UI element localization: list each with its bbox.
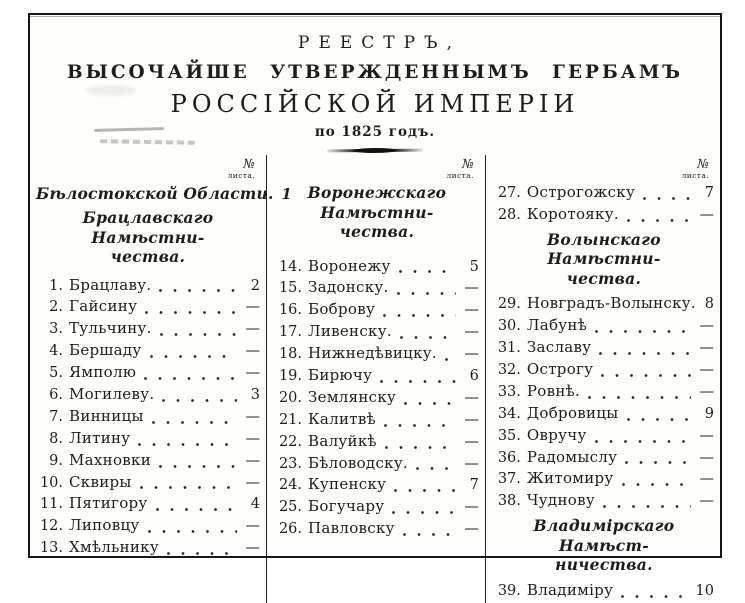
sheet-number: — (464, 433, 479, 450)
item-number: 35. (497, 427, 521, 444)
section-header-text: Бѣлостокской Области. (36, 184, 274, 203)
sheet-label: листа. (446, 170, 474, 180)
list-item (494, 469, 714, 491)
section-header-line: Брацлавскаго Намѣстни- (82, 208, 214, 247)
list-item (36, 494, 260, 516)
list-item (275, 519, 479, 541)
sheet-number-header (275, 158, 479, 179)
sheet-number: — (464, 411, 479, 428)
item-city: Гайсину (69, 297, 138, 316)
item-number: 36. (497, 449, 521, 466)
item-number: 21. (278, 411, 302, 428)
leader-dots (137, 297, 242, 319)
sheet-number: 10 (695, 582, 714, 599)
item-number: 6. (49, 386, 63, 403)
sheet-number: — (699, 383, 714, 400)
item-city: Калитвѣ (308, 409, 376, 428)
leader-dots (617, 448, 696, 470)
list-item (494, 338, 714, 360)
leader-dots (148, 494, 242, 516)
sheet-number: 7 (704, 185, 714, 201)
item-number: 34. (497, 405, 521, 422)
sheet-number-header (36, 158, 260, 179)
leader-dots (386, 475, 461, 497)
list-item (494, 382, 714, 404)
list-item (275, 366, 479, 388)
section-header (36, 208, 260, 267)
list-item (494, 581, 714, 603)
sheet-number: — (464, 302, 479, 319)
sheet-number: — (245, 540, 260, 557)
empire-title: РОССІЙСКОЙ ИМПЕРІИ (170, 90, 580, 118)
leader-dots (136, 363, 242, 385)
item-number: 20. (278, 389, 302, 406)
list-item (275, 410, 479, 432)
sheet-number: — (699, 449, 714, 466)
item-number: 15. (278, 280, 302, 297)
item-city: Радомыслу (526, 447, 618, 466)
sheet-number: — (245, 321, 260, 338)
list-item (494, 183, 714, 205)
item-number: 31. (497, 340, 521, 357)
item-city: Задонску. (308, 278, 389, 297)
register-column-middle (266, 155, 485, 603)
sheet-label: листа. (227, 170, 255, 180)
sheet-label: листа. (681, 170, 709, 180)
sheet-number: 2 (250, 277, 260, 294)
item-city: Винницы (69, 406, 144, 425)
leader-dots (130, 429, 242, 451)
leader-dots (389, 278, 461, 300)
section-header (494, 516, 714, 575)
item-number: 24. (278, 477, 302, 494)
sheet-number: — (245, 408, 260, 425)
register-columns (30, 155, 720, 603)
section-header (36, 183, 292, 205)
numero-sign: № (697, 156, 709, 171)
item-city: Землянску (308, 387, 397, 406)
item-number: 33. (497, 383, 521, 400)
sheet-number: — (699, 340, 714, 357)
list-item (36, 407, 260, 429)
section-header-line: чества. (566, 268, 642, 288)
item-city: Валуйкѣ (308, 431, 377, 450)
list-item (494, 205, 714, 227)
sheet-number: — (464, 346, 479, 363)
list-item (275, 322, 479, 344)
sheet-number: 8 (704, 296, 714, 313)
leader-dots (377, 432, 461, 454)
leader-dots (587, 426, 696, 448)
leader-dots (372, 366, 461, 388)
section-header (494, 230, 714, 289)
item-city: Богучару (308, 497, 385, 516)
list-item (36, 297, 260, 319)
list-item (36, 473, 260, 495)
item-number: 8. (49, 430, 63, 447)
item-number: 18. (278, 346, 302, 363)
leader-dots (151, 451, 242, 473)
list-item (36, 319, 260, 341)
item-number: 5. (49, 365, 63, 382)
item-number: 25. (278, 499, 302, 516)
item-city: Добровицы (526, 403, 619, 422)
register-subtitle: ВЫСОЧАЙШЕ УТВЕРЖДЕННЫМЪ ГЕРБАМЪ (66, 62, 684, 83)
item-city: Коротояку. (526, 204, 619, 223)
item-city: Махновки (69, 450, 152, 469)
item-number: 19. (278, 367, 302, 384)
leader-dots (396, 388, 461, 410)
register-column-right (485, 155, 720, 603)
list-item (494, 491, 714, 513)
leader-dots (635, 183, 696, 205)
item-city: Сквиры (69, 472, 132, 491)
item-city: Новградъ-Волынску. (526, 294, 696, 313)
list-item (36, 429, 260, 451)
sheet-number: — (699, 471, 714, 488)
list-item (275, 300, 479, 322)
sheet-number: — (699, 493, 714, 510)
item-number: 16. (278, 302, 302, 319)
list-item (494, 316, 714, 338)
item-city: Купенску (308, 475, 387, 494)
item-number: 23. (278, 455, 302, 472)
item-number: 9. (49, 452, 63, 469)
section-header-line: Волынскаго Намѣстни- (547, 229, 661, 269)
item-number: 32. (497, 361, 521, 378)
sheet-number: 7 (469, 477, 479, 494)
section-header (275, 183, 479, 242)
list-item (36, 276, 260, 298)
list-item (36, 363, 260, 385)
leader-dots (593, 360, 696, 382)
list-item (275, 432, 479, 454)
leader-dots (142, 341, 242, 363)
list-item (36, 451, 260, 473)
item-number: 1. (49, 277, 63, 294)
item-city: Бирючу (308, 365, 373, 384)
item-city: Хмѣльнику (69, 538, 159, 557)
list-item (275, 278, 479, 300)
item-number: 27. (497, 185, 521, 201)
year-line: по 1825 годъ. (314, 124, 436, 140)
sheet-number: — (464, 389, 479, 406)
section-header-line: чества. (110, 247, 186, 266)
leader-dots (159, 538, 242, 560)
item-number: 7. (49, 408, 63, 425)
item-number: 37. (497, 471, 521, 488)
sheet-number: — (245, 518, 260, 535)
sheet-number: — (464, 324, 479, 341)
sheet-number: 6 (469, 367, 479, 384)
leader-dots (587, 316, 696, 338)
section-header-line: ничества. (555, 555, 653, 575)
leader-dots (152, 319, 242, 341)
item-city: Бершаду (69, 341, 142, 360)
item-number: 14. (278, 258, 302, 275)
sheet-number: — (245, 452, 260, 469)
sheet-number: — (245, 343, 260, 360)
item-city: Владиміру (526, 580, 614, 599)
item-number: 39. (497, 582, 521, 599)
sheet-number: — (464, 499, 479, 516)
leader-dots (580, 382, 696, 404)
item-number: 2. (49, 299, 63, 316)
sheet-number: — (464, 455, 479, 472)
leader-dots (132, 473, 242, 495)
list-item (494, 360, 714, 382)
sheet-number: 3 (250, 386, 260, 403)
item-city: Пятигору (69, 494, 148, 513)
leader-dots (591, 338, 696, 360)
list-item (275, 454, 479, 476)
sheet-number-header (494, 158, 714, 179)
item-number: 3. (49, 321, 63, 338)
leader-dots (613, 581, 695, 603)
item-number: 11. (39, 496, 63, 513)
leader-dots (614, 469, 696, 491)
leader-dots (391, 257, 461, 279)
item-city: Боброву (308, 300, 376, 319)
sheet-number: 9 (704, 405, 714, 422)
item-number: 28. (497, 206, 521, 223)
list-item (275, 388, 479, 410)
leader-dots (151, 276, 242, 298)
item-city: Острогожску (526, 183, 636, 201)
leader-dots (408, 454, 461, 476)
item-number: 30. (497, 318, 521, 335)
sheet-number: 4 (250, 496, 260, 513)
leader-dots (437, 344, 461, 366)
list-item (275, 344, 479, 366)
item-number: 22. (278, 433, 302, 450)
item-city: Бѣловодску. (308, 453, 409, 472)
list-item (494, 294, 714, 316)
list-item (494, 448, 714, 470)
list-item (275, 257, 479, 279)
leader-dots (375, 300, 461, 322)
item-number: 26. (278, 521, 302, 538)
item-city: Чуднову (526, 491, 595, 510)
item-city: Житомиру (526, 469, 614, 488)
item-city: Лабунѣ (526, 316, 588, 335)
list-item (36, 341, 260, 363)
numero-sign: № (243, 156, 255, 171)
section-header-line: чества. (339, 222, 415, 241)
sheet-number: 5 (469, 258, 479, 275)
item-city: Ливенску. (308, 322, 392, 341)
item-number: 13. (39, 540, 63, 557)
sheet-number: — (699, 427, 714, 444)
item-city: Литину (69, 428, 131, 447)
sheet-number: — (699, 206, 714, 223)
list-item (36, 538, 260, 560)
item-number: 4. (49, 343, 63, 360)
list-item (275, 497, 479, 519)
sheet-number: — (245, 474, 260, 491)
leader-dots (384, 497, 460, 519)
section-header-line: Владимірскаго Намѣст- (533, 516, 675, 555)
item-city: Овручу (526, 425, 587, 444)
item-city: Павловску (308, 519, 395, 538)
sheet-number: — (699, 318, 714, 335)
item-city: Могилеву. (69, 384, 155, 403)
register-page (28, 13, 722, 599)
leader-dots (619, 205, 696, 227)
leader-dots (376, 410, 461, 432)
sheet-number: — (464, 521, 479, 538)
decorative-rule (327, 149, 423, 153)
title-block (30, 15, 720, 152)
item-city: Воронежу (308, 256, 391, 275)
leader-dots (140, 516, 242, 538)
leader-dots (144, 407, 242, 429)
item-number: 17. (278, 324, 302, 341)
leader-dots (154, 385, 242, 407)
item-number: 29. (497, 296, 521, 313)
item-city: Брацлаву. (69, 275, 152, 294)
list-item (36, 385, 260, 407)
item-city: Острогу (526, 359, 594, 378)
item-city: Заславу (526, 338, 592, 357)
list-item (275, 475, 479, 497)
sheet-number: — (245, 299, 260, 316)
item-city: Ямполю (69, 363, 137, 382)
register-title: РЕЕСТРЪ, (298, 33, 461, 53)
leader-dots (392, 322, 461, 344)
section-header-line: Воронежскаго Намѣстни- (307, 183, 447, 222)
item-number: 12. (39, 518, 63, 535)
item-number: 38. (497, 493, 521, 510)
sheet-number: 1 (281, 186, 292, 203)
item-city: Тульчину. (69, 319, 152, 338)
item-number: 10. (39, 474, 63, 491)
item-city: Нижнедѣвицку. (308, 344, 437, 363)
numero-sign: № (462, 156, 474, 171)
leader-dots (395, 519, 461, 541)
sheet-number: — (699, 361, 714, 378)
sheet-number: — (245, 430, 260, 447)
item-city: Ровнѣ. (526, 381, 581, 400)
list-item (494, 404, 714, 426)
sheet-number: — (464, 280, 479, 297)
list-item (494, 426, 714, 448)
list-item (36, 516, 260, 538)
sheet-number: — (245, 365, 260, 382)
leader-dots (619, 404, 696, 426)
leader-dots (595, 491, 696, 513)
item-city: Липовцу (69, 516, 140, 535)
